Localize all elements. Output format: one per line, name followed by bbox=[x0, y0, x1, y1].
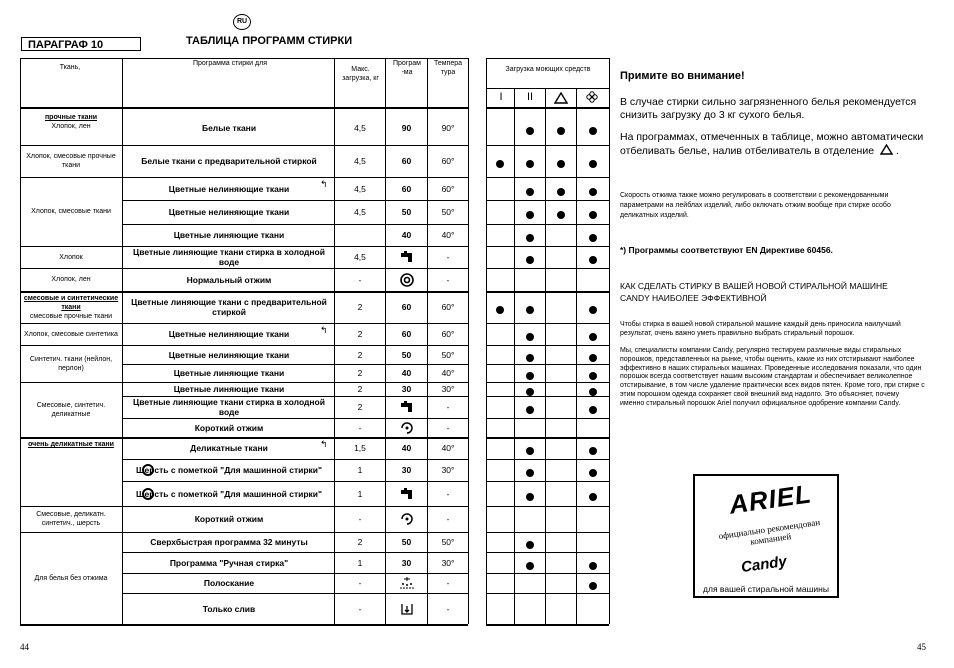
max-load-value: - bbox=[358, 274, 362, 285]
table-rule bbox=[385, 58, 386, 624]
fabric-group bbox=[20, 110, 122, 145]
detergent-dot bbox=[589, 406, 597, 414]
max-load-value: 1 bbox=[357, 557, 363, 568]
fabric-group bbox=[20, 177, 122, 246]
detergent-dot bbox=[589, 354, 597, 362]
max-load-value: 2 bbox=[357, 302, 363, 312]
program-name: Короткий отжим bbox=[194, 422, 264, 433]
max-load-value: - bbox=[358, 578, 362, 588]
detergent-dot bbox=[526, 562, 534, 570]
fabric-group bbox=[20, 345, 122, 382]
col-detergent: Загрузка моющих средств bbox=[505, 65, 591, 73]
temperature-value: - bbox=[446, 422, 450, 433]
ariel-stamp-text: официально рекомендован компанией bbox=[717, 516, 821, 547]
paragraph-spin: Скорость отжима также можно регулировать в соответствии с рекомендованными параметрами на лейблах изделий, либо оключать отжим вообще при стирке особо деликатных изделий. bbox=[620, 192, 891, 219]
section-label: ПАРАГРАФ 10 bbox=[21, 37, 141, 51]
temperature-value: 30° bbox=[441, 384, 455, 394]
table-rule bbox=[486, 145, 609, 146]
program-number: 30 bbox=[401, 465, 412, 475]
program-number: 50 bbox=[401, 207, 412, 217]
program-symbol bbox=[387, 246, 426, 268]
table-rule bbox=[486, 177, 609, 178]
fabric-group-title: очень деликатные ткани bbox=[28, 441, 114, 448]
table-rule bbox=[486, 200, 609, 201]
fabric-group-sub: Хлопок, смесовые ткани bbox=[31, 208, 111, 215]
program-name: Деликатные ткани bbox=[190, 443, 268, 453]
detergent-dot bbox=[589, 160, 597, 168]
col-fabric: Ткань, bbox=[59, 63, 81, 71]
fabric-group-title: смесовые и синтетические ткани bbox=[23, 295, 119, 311]
fabric-group bbox=[20, 323, 122, 345]
temperature-value: - bbox=[446, 274, 450, 285]
quick-mark-icon: ↰ bbox=[320, 325, 328, 335]
wool-icon bbox=[142, 488, 154, 500]
ariel-caption: для вашей стиральной машины bbox=[703, 584, 829, 594]
detergent-dot bbox=[496, 306, 504, 314]
table-rule bbox=[486, 481, 609, 482]
program-number: 60 bbox=[401, 183, 412, 194]
directive-note: *) Программы соответствуют EN Директиве 60456. bbox=[620, 245, 833, 255]
temperature-value: - bbox=[446, 603, 450, 614]
program-name: Цветные линяющие ткани стирка в холодной воде bbox=[133, 247, 325, 267]
max-load-value: 2 bbox=[357, 537, 363, 547]
program-name: Короткий отжим bbox=[194, 514, 264, 524]
detergent-dot bbox=[526, 372, 534, 380]
temperature-value: - bbox=[446, 488, 450, 499]
detergent-dot bbox=[526, 333, 534, 341]
program-name: Полоскание bbox=[203, 578, 255, 588]
fabric-group bbox=[20, 382, 122, 437]
program-name: Цветные нелиняющие ткани bbox=[168, 183, 290, 194]
table-rule bbox=[486, 593, 609, 594]
page-number-right: 45 bbox=[917, 642, 926, 652]
temperature-value: 40° bbox=[441, 230, 455, 240]
detergent-dot bbox=[526, 354, 534, 362]
max-load-value: 4,5 bbox=[354, 183, 366, 194]
table-rule bbox=[486, 382, 609, 383]
col-max-load: Макс. загрузка, кг bbox=[342, 66, 379, 82]
temperature-value: - bbox=[446, 402, 450, 412]
temperature-value: 50° bbox=[441, 349, 455, 360]
detergent-dot bbox=[496, 160, 504, 168]
program-number: 50 bbox=[401, 537, 412, 547]
temperature-value: 40° bbox=[441, 368, 455, 378]
program-number: 40 bbox=[401, 443, 412, 453]
table-title: ТАБЛИЦА ПРОГРАММ СТИРКИ bbox=[186, 35, 353, 47]
table-rule bbox=[486, 437, 609, 439]
program-name: Белые ткани с предварительной стиркой bbox=[141, 156, 317, 166]
max-load-value: 2 bbox=[357, 349, 363, 360]
detergent-dot bbox=[526, 160, 534, 168]
program-name: Цветные линяющие ткани bbox=[173, 384, 285, 394]
temperature-value: 30° bbox=[441, 557, 455, 568]
temperature-value: 50° bbox=[441, 537, 455, 547]
max-load-value: 2 bbox=[357, 368, 363, 378]
detergent-dot bbox=[526, 406, 534, 414]
softener-flower-icon bbox=[586, 91, 598, 103]
temperature-value: 60° bbox=[441, 329, 455, 339]
quick-mark-icon: ↰ bbox=[320, 179, 328, 189]
max-load-value: 4,5 bbox=[354, 252, 366, 262]
detergent-dot bbox=[557, 127, 565, 135]
max-load-value: - bbox=[358, 603, 362, 614]
program-name: Цветные линяющие ткани стирка в холодной воде bbox=[133, 397, 325, 417]
fabric-group bbox=[20, 291, 122, 323]
program-name: Программа "Ручная стирка" bbox=[169, 557, 289, 568]
detergent-dot bbox=[526, 493, 534, 501]
program-symbol bbox=[387, 418, 426, 437]
col-program: Програм -ма bbox=[393, 60, 421, 76]
table-rule bbox=[334, 58, 335, 624]
detergent-dot bbox=[526, 388, 534, 396]
temperature-value: 60° bbox=[441, 156, 455, 166]
program-name: Цветные нелиняющие ткани bbox=[168, 329, 290, 339]
program-name: Цветные нелиняющие ткани bbox=[168, 349, 290, 360]
tap-icon bbox=[399, 487, 415, 501]
table-rule bbox=[486, 532, 609, 533]
fabric-group bbox=[20, 145, 122, 177]
detergent-dot bbox=[589, 234, 597, 242]
program-symbol bbox=[387, 268, 426, 291]
table-rule bbox=[486, 396, 609, 397]
attention-heading: Примите во внимание! bbox=[620, 70, 745, 82]
max-load-value: 1 bbox=[357, 488, 363, 499]
detergent-dot bbox=[589, 306, 597, 314]
program-number: 90 bbox=[401, 122, 412, 133]
program-symbol bbox=[387, 573, 426, 593]
table-rule bbox=[427, 58, 428, 624]
paragraph-bleach: На программах, отмеченных в таблице, можно автоматически отбеливать белье, налив отбеливатель в отделение . bbox=[620, 131, 924, 157]
compartment-ii-icon: II bbox=[526, 91, 534, 103]
program-number: 60 bbox=[401, 302, 412, 312]
max-load-value: 4,5 bbox=[354, 207, 366, 217]
table-rule bbox=[514, 88, 515, 624]
fabric-group-sub: Хлопок, лен bbox=[51, 276, 91, 283]
table-rule bbox=[486, 323, 609, 324]
wool-icon bbox=[142, 464, 154, 476]
table-rule bbox=[486, 624, 609, 626]
detergent-dot bbox=[589, 372, 597, 380]
ariel-wordmark: ARIEL bbox=[727, 478, 814, 520]
table-rule bbox=[486, 246, 609, 247]
temperature-value: - bbox=[446, 578, 450, 588]
program-name: Цветные линяющие ткани bbox=[173, 230, 285, 240]
table-rule bbox=[486, 88, 609, 89]
col-temperature: Темпера тура bbox=[433, 60, 463, 76]
table-rule bbox=[122, 58, 123, 624]
table-rule bbox=[20, 107, 468, 109]
detergent-dot bbox=[589, 469, 597, 477]
table-rule bbox=[486, 459, 609, 460]
detergent-dot bbox=[526, 211, 534, 219]
max-load-value: 4,5 bbox=[354, 122, 366, 133]
detergent-dot bbox=[557, 160, 565, 168]
max-load-value: 4,5 bbox=[354, 156, 366, 166]
short-spin-icon bbox=[399, 512, 415, 526]
fabric-group-sub: Хлопок bbox=[59, 253, 83, 261]
program-name: Цветные линяющие ткани bbox=[173, 368, 285, 378]
detergent-dot bbox=[526, 447, 534, 455]
program-name: Шерсть с пометкой "Для машинной стирки" bbox=[135, 488, 323, 499]
fabric-group-sub: Для белья без отжима bbox=[34, 574, 108, 582]
fabric-group bbox=[20, 506, 122, 532]
detergent-dot bbox=[526, 188, 534, 196]
program-name: Нормальный отжим bbox=[186, 274, 272, 285]
table-rule bbox=[486, 107, 609, 109]
temperature-value: - bbox=[446, 514, 450, 524]
table-rule bbox=[545, 88, 546, 624]
bleach-triangle-icon bbox=[554, 92, 568, 104]
program-name: Цветные линяющие ткани с предварительной стиркой bbox=[131, 297, 327, 317]
program-name: Только слив bbox=[202, 603, 256, 614]
fabric-group-sub: Синтетич. ткани (нейлон, перлон) bbox=[29, 355, 113, 372]
max-load-value: 2 bbox=[357, 402, 363, 412]
page-number-left: 44 bbox=[20, 642, 29, 652]
fabric-group bbox=[20, 532, 122, 624]
detergent-dot bbox=[526, 256, 534, 264]
fabric-group bbox=[20, 437, 122, 506]
program-name: Шерсть с пометкой "Для машинной стирки" bbox=[135, 465, 323, 475]
fabric-group-sub: Хлопок, смесовые прочные ткани bbox=[26, 153, 116, 169]
quick-mark-icon: ↰ bbox=[320, 439, 328, 449]
max-load-value: 2 bbox=[357, 384, 363, 394]
temperature-value: 30° bbox=[441, 465, 455, 475]
fabric-group-sub: Смесовые, синтетич. деликатные bbox=[36, 401, 106, 418]
detergent-dot bbox=[589, 333, 597, 341]
candy-wordmark: Candy bbox=[740, 552, 788, 577]
detergent-dot bbox=[589, 127, 597, 135]
fabric-group-sub: Смесовые, деликатн. синтетич., шерсть bbox=[36, 511, 106, 527]
rinse-icon bbox=[399, 576, 415, 590]
program-number: 30 bbox=[401, 384, 412, 394]
program-symbol bbox=[387, 506, 426, 532]
short-spin-icon bbox=[399, 421, 415, 435]
tap-icon bbox=[399, 400, 415, 414]
detergent-dot bbox=[589, 562, 597, 570]
detergent-dot bbox=[526, 127, 534, 135]
detergent-dot bbox=[589, 447, 597, 455]
detergent-dot bbox=[589, 388, 597, 396]
fabric-group-sub: Хлопок, лен bbox=[51, 123, 91, 130]
detergent-dot bbox=[526, 306, 534, 314]
max-load-value: - bbox=[358, 422, 362, 433]
program-symbol bbox=[387, 481, 426, 506]
program-name: Белые ткани bbox=[201, 122, 257, 133]
col-program-for: Программа стирки для bbox=[192, 59, 267, 67]
program-number: 30 bbox=[401, 557, 412, 568]
temperature-value: 50° bbox=[441, 207, 455, 217]
bleach-triangle-icon bbox=[880, 144, 893, 155]
table-rule bbox=[468, 58, 469, 624]
paragraph-heavy-soil: В случае стирки сильно загрязненного белья рекомендуется снизить загрузку до 3 кг сухого белья. bbox=[620, 96, 917, 121]
temperature-value: 90° bbox=[441, 122, 455, 133]
detergent-dot bbox=[589, 211, 597, 219]
table-rule bbox=[486, 345, 609, 346]
temperature-value: - bbox=[446, 252, 450, 262]
temperature-value: 40° bbox=[441, 443, 455, 453]
fabric-group bbox=[20, 268, 122, 291]
max-load-value: 2 bbox=[357, 329, 363, 339]
program-symbol bbox=[387, 593, 426, 624]
detergent-dot bbox=[589, 256, 597, 264]
temperature-value: 60° bbox=[441, 183, 455, 194]
max-load-value: 1 bbox=[357, 465, 363, 475]
max-load-value: 1,5 bbox=[354, 443, 366, 453]
table-rule bbox=[486, 552, 609, 553]
tap-icon bbox=[399, 250, 415, 264]
detergent-dot bbox=[526, 234, 534, 242]
table-rule bbox=[576, 88, 577, 624]
table-rule bbox=[609, 58, 610, 624]
efficiency-heading: КАК СДЕЛАТЬ СТИРКУ В ВАШЕЙ НОВОЙ СТИРАЛЬНОЙ МАШИНЕ CANDY НАИБОЛЕЕ ЭФФЕКТИВНОЙ bbox=[620, 281, 888, 303]
table-rule bbox=[486, 506, 609, 507]
max-load-value: - bbox=[358, 514, 362, 524]
temperature-value: 60° bbox=[441, 302, 455, 312]
drain-icon bbox=[399, 602, 415, 616]
table-rule bbox=[486, 364, 609, 365]
table-rule bbox=[20, 624, 468, 626]
spin-icon bbox=[399, 273, 415, 287]
table-rule bbox=[486, 58, 487, 624]
compartment-i-icon: I bbox=[499, 91, 503, 103]
program-number: 60 bbox=[401, 329, 412, 339]
fabric-group-title: прочные ткани bbox=[44, 114, 98, 121]
program-number: 40 bbox=[401, 368, 412, 378]
paragraph-ariel: Мы, специалисты компании Candy, регулярно тестируем различные виды стиральных порошков, представленных на рынке, чтобы оценить, какие из них отстирывают наиболее эффективно в наших стиральных машинах. Проведенные исследования показали, что один порошок всегда соответствует нашим высоким стандартам и обеспечивает великолепное отстирывание, в том числе удаление практически всех видов пятен. Кроме того, при стирке с этим порошком одежда сохраняет свой внешний вид надолго. Это объясняет, почему именно стиральный порошок Ariel получил официальное одобрение компании Candy. bbox=[620, 347, 925, 407]
fabric-group bbox=[20, 246, 122, 268]
table-rule bbox=[486, 58, 609, 59]
detergent-dot bbox=[526, 541, 534, 549]
paragraph-detergent: Чтобы стирка в вашей новой стиральной машине каждый день приносила наилучший результат, очень важно уметь правильно выбрать стиральный порошок. bbox=[620, 321, 901, 337]
program-number: 60 bbox=[401, 156, 412, 166]
program-number: 40 bbox=[401, 230, 412, 240]
table-rule bbox=[486, 291, 609, 293]
detergent-dot bbox=[557, 211, 565, 219]
max-load-value bbox=[336, 224, 384, 246]
program-name: Сверхбыстрая программа 32 минуты bbox=[150, 537, 308, 547]
program-symbol bbox=[387, 396, 426, 418]
table-rule bbox=[486, 418, 609, 419]
lang-badge: RU bbox=[233, 14, 251, 30]
table-rule bbox=[486, 268, 609, 269]
program-number: 50 bbox=[401, 349, 412, 360]
table-rule bbox=[486, 224, 609, 225]
fabric-group-sub: смесовые прочные ткани bbox=[29, 313, 113, 320]
program-name: Цветные нелиняющие ткани bbox=[168, 207, 290, 217]
detergent-dot bbox=[589, 493, 597, 501]
detergent-dot bbox=[557, 188, 565, 196]
detergent-dot bbox=[589, 188, 597, 196]
detergent-dot bbox=[589, 582, 597, 590]
ariel-logo bbox=[693, 474, 839, 598]
table-rule bbox=[486, 573, 609, 574]
fabric-group-sub: Хлопок, смесовые синтетика bbox=[24, 330, 118, 338]
detergent-dot bbox=[526, 469, 534, 477]
